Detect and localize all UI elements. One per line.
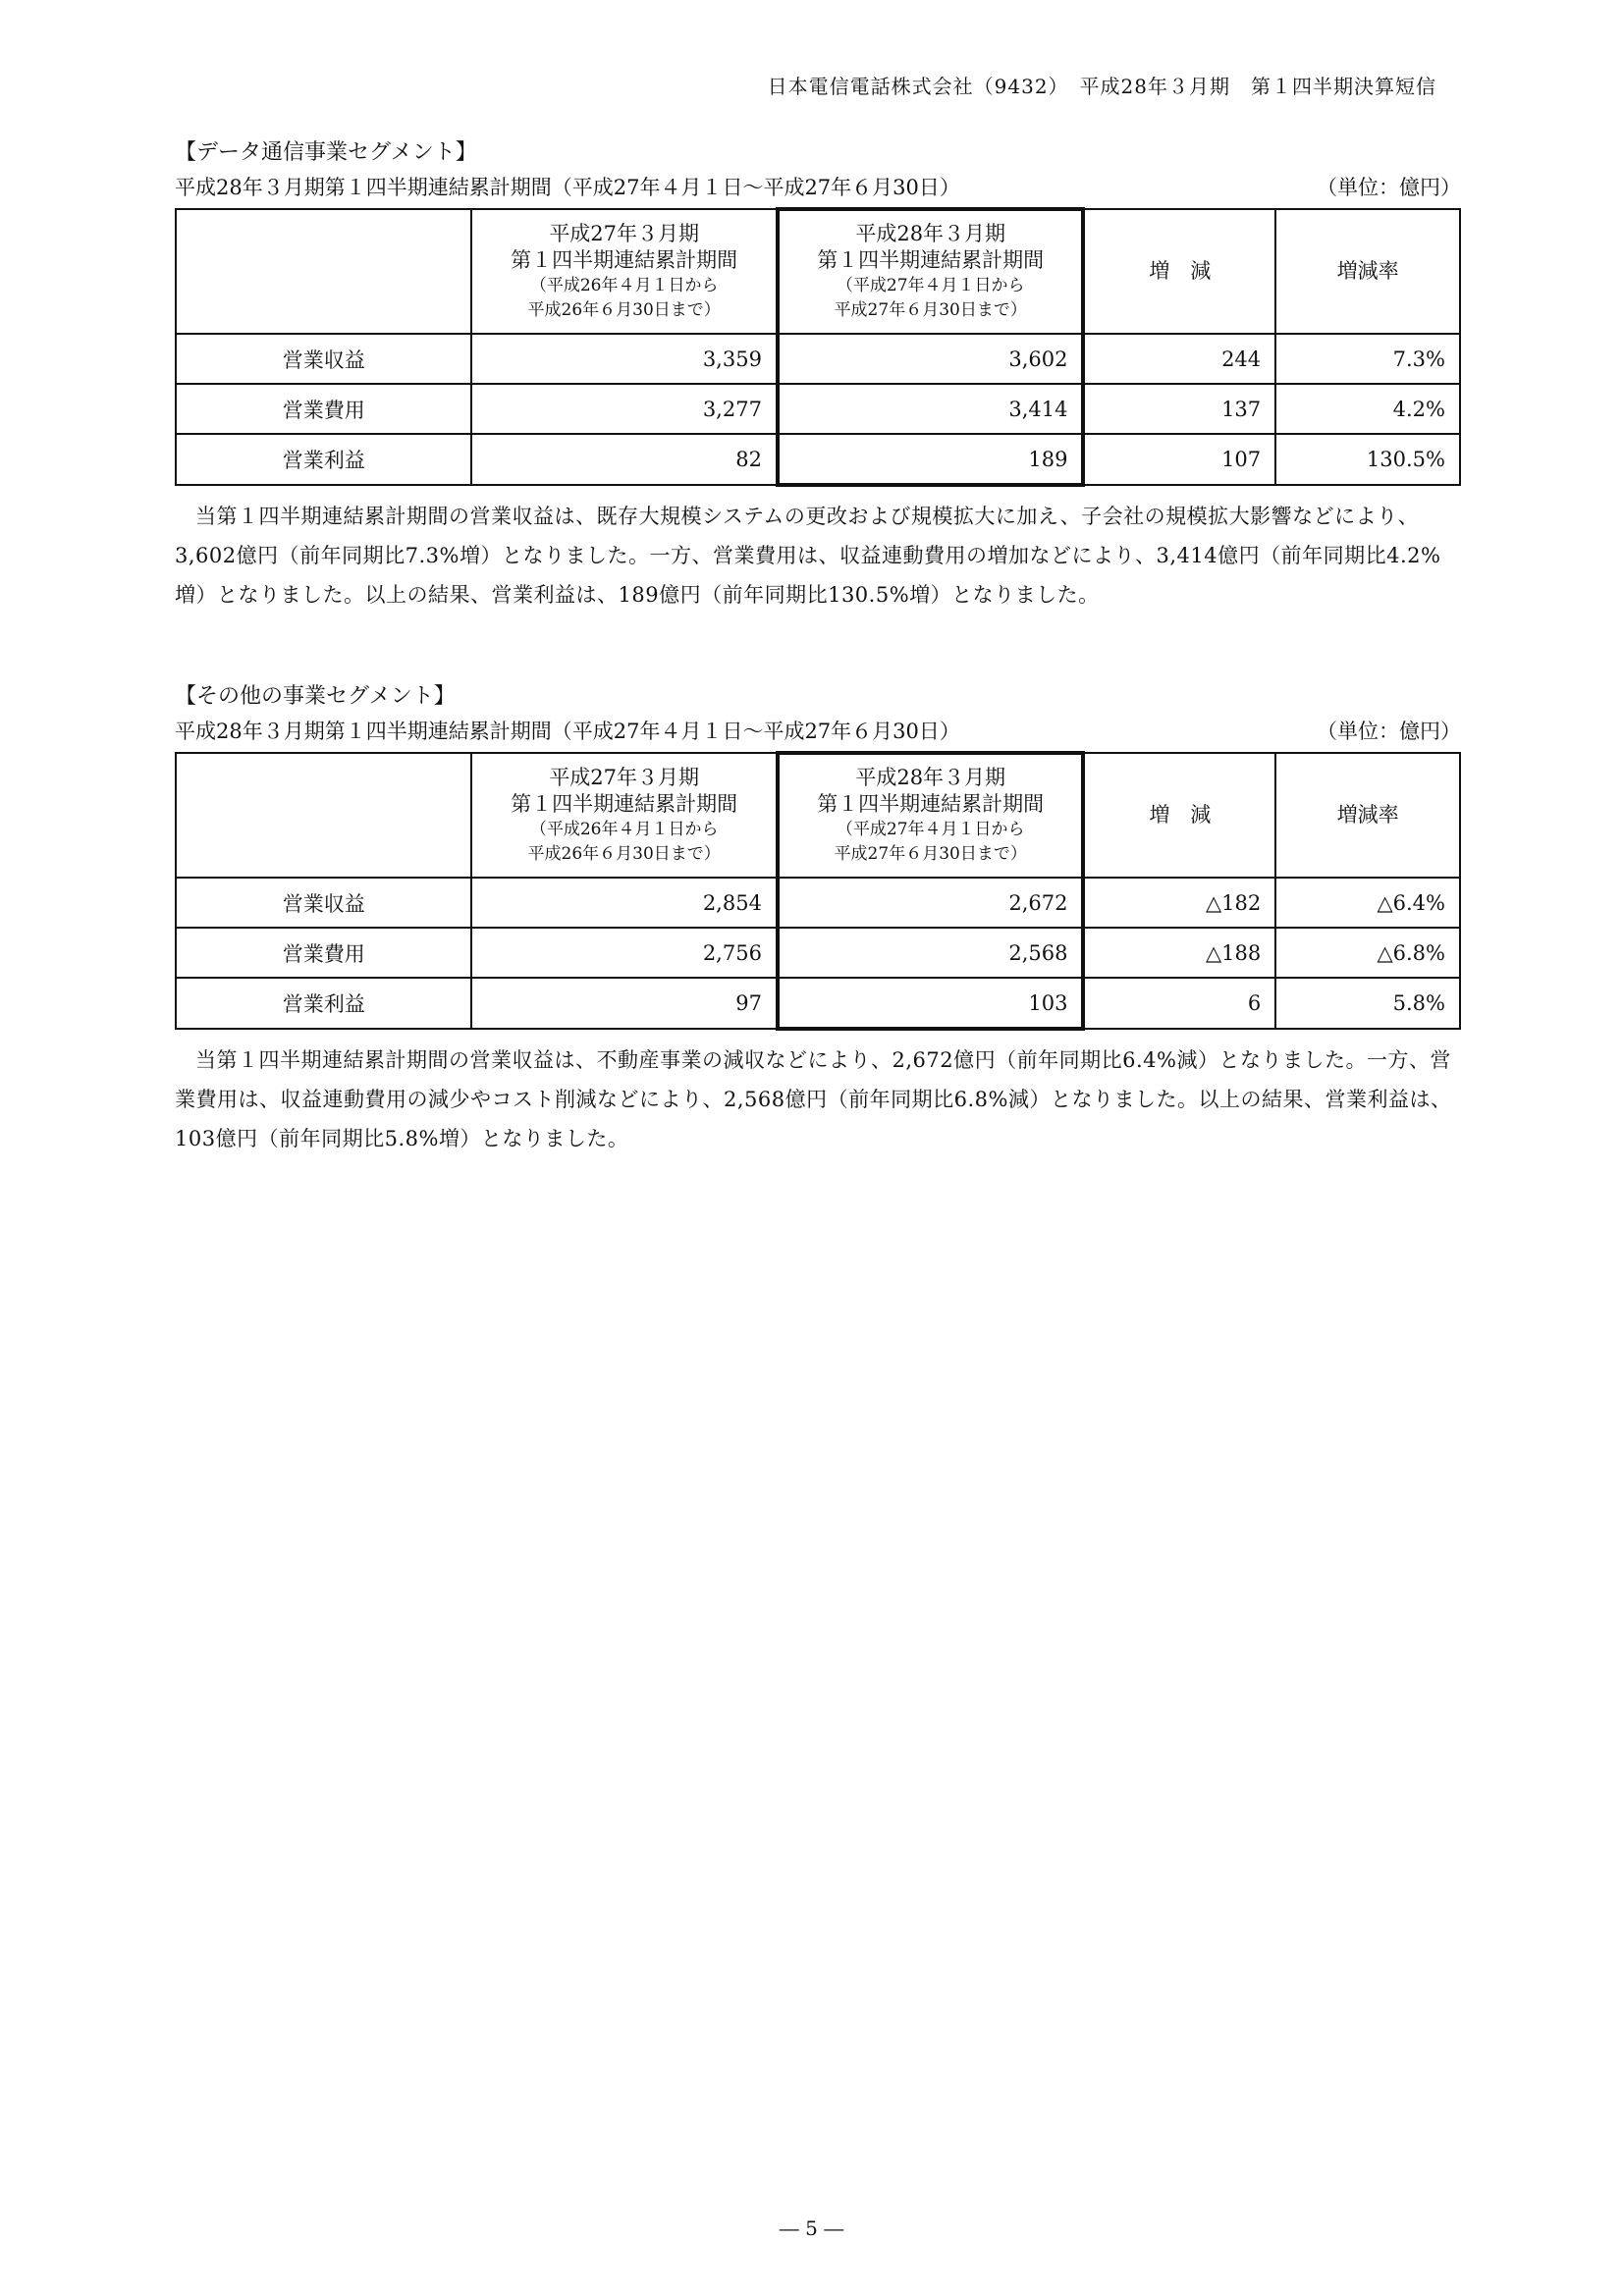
header-prev-period: 平成27年３月期 第１四半期連結累計期間 （平成26年４月１日から 平成26年６月30日まで） <box>471 209 778 334</box>
curr-value: 189 <box>778 434 1084 485</box>
period-row <box>175 172 1461 201</box>
row-label: 営業収益 <box>176 334 471 384</box>
row-label: 営業利益 <box>176 978 471 1029</box>
header-curr-period: 平成28年３月期 第１四半期連結累計期間 （平成27年４月１日から 平成27年６月30日まで） <box>778 209 1084 334</box>
row-label: 営業費用 <box>176 384 471 434</box>
diff-value: △182 <box>1083 878 1275 928</box>
section-paragraph: 当第１四半期連結累計期間の営業収益は、不動産事業の減収などにより、2,672億円（前年同期比6.4%減）となりました。一方、営業費用は、収益連動費用の減少やコスト削減などにより、2,568億円（前年同期比6.8%減）となりました。以上の結果、営業利益は、103億円（前年同期比5.8%増）となりました。 <box>175 1048 1452 1150</box>
section-paragraph: 当第１四半期連結累計期間の営業収益は、既存大規模システムの更改および規模拡大に加え、子会社の規模拡大影響などにより、3,602億円（前年同期比7.3%増）となりました。一方、営業費用は、収益連動費用の増加などにより、3,414億円（前年同期比4.2%増）となりました。以上の結果、営業利益は、189億円（前年同期比130.5%増）となりました。 <box>175 505 1441 607</box>
table-row <box>176 334 1460 384</box>
header-diff: 増 減 <box>1083 209 1275 334</box>
diff-value: △188 <box>1083 928 1275 978</box>
unit-label: （単位：億円） <box>1317 176 1461 199</box>
table-row <box>176 878 1460 928</box>
header-rate: 増減率 <box>1275 209 1460 334</box>
segment-section-other-businesses <box>175 679 1461 1158</box>
segment-section-data-communications <box>175 135 1461 614</box>
diff-value: 107 <box>1083 434 1275 485</box>
curr-value: 2,568 <box>778 928 1084 978</box>
prev-value: 3,359 <box>471 334 778 384</box>
header-prev-period: 平成27年３月期 第１四半期連結累計期間 （平成26年４月１日から 平成26年６月30日まで） <box>471 753 778 878</box>
prev-value: 3,277 <box>471 384 778 434</box>
diff-value: 6 <box>1083 978 1275 1029</box>
rate-value: 4.2% <box>1275 384 1460 434</box>
curr-value: 3,414 <box>778 384 1084 434</box>
period-label: 平成28年３月期第１四半期連結累計期間（平成27年４月１日～平成27年６月30日） <box>175 176 960 199</box>
row-label: 営業収益 <box>176 878 471 928</box>
row-label: 営業費用 <box>176 928 471 978</box>
document-header: 日本電信電話株式会社（9432） 平成28年３月期 第１四半期決算短信 <box>767 75 1436 98</box>
rate-value: △6.8% <box>1275 928 1460 978</box>
prev-value: 97 <box>471 978 778 1029</box>
curr-value: 103 <box>778 978 1084 1029</box>
unit-label: （単位：億円） <box>1317 720 1461 743</box>
header-diff: 増 減 <box>1083 753 1275 878</box>
rate-value: 130.5% <box>1275 434 1460 485</box>
table-row <box>176 384 1460 434</box>
table-header-row <box>176 753 1460 878</box>
header-empty-cell <box>176 753 471 878</box>
prev-value: 2,854 <box>471 878 778 928</box>
rate-value: 7.3% <box>1275 334 1460 384</box>
header-curr-period: 平成28年３月期 第１四半期連結累計期間 （平成27年４月１日から 平成27年６月30日まで） <box>778 753 1084 878</box>
curr-value: 2,672 <box>778 878 1084 928</box>
diff-value: 244 <box>1083 334 1275 384</box>
section-title: 【データ通信事業セグメント】 <box>175 140 477 165</box>
table-row <box>176 928 1460 978</box>
rate-value: 5.8% <box>1275 978 1460 1029</box>
row-label: 営業利益 <box>176 434 471 485</box>
section-title: 【その他の事業セグメント】 <box>175 684 456 709</box>
table-row <box>176 434 1460 485</box>
segment-table <box>175 751 1461 1031</box>
diff-value: 137 <box>1083 384 1275 434</box>
curr-value: 3,602 <box>778 334 1084 384</box>
table-row <box>176 978 1460 1029</box>
prev-value: 82 <box>471 434 778 485</box>
rate-value: △6.4% <box>1275 878 1460 928</box>
period-label: 平成28年３月期第１四半期連結累計期間（平成27年４月１日～平成27年６月30日） <box>175 720 960 743</box>
period-row <box>175 716 1461 745</box>
segment-table <box>175 207 1461 487</box>
header-empty-cell <box>176 209 471 334</box>
prev-value: 2,756 <box>471 928 778 978</box>
header-rate: 増減率 <box>1275 753 1460 878</box>
table-header-row <box>176 209 1460 334</box>
page-number: ― 5 ― <box>779 2216 844 2240</box>
